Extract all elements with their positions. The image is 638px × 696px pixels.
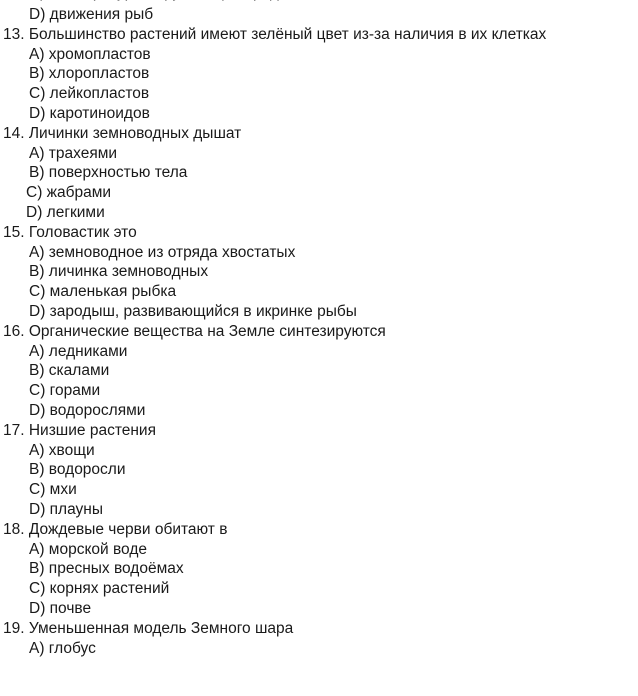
question-text: 15. Головастик это [3,223,137,241]
answer-option: D) почве [29,599,92,617]
question-list [0,5,638,658]
answer-option: D) плауны [29,500,103,518]
question-text: 14. Личинки земноводных дышат [3,124,242,142]
answer-option: D) движения рыб [29,6,154,23]
answer-option: D) каротиноидов [29,104,150,122]
answer-option: В) скалами [29,362,110,380]
answer-option: А) морской воде [29,540,147,558]
answer-option: В) личинка земноводных [29,263,209,281]
answer-option: А) ледниками [29,342,128,360]
answer-option: А) земноводное из отряда хвостатых [29,243,296,261]
answer-option: С) маленькая рыбка [29,283,177,301]
answer-option: В) хлоропластов [29,65,150,83]
answer-option: С) лейкопластов [29,85,150,103]
question-text: 19. Уменьшенная модель Земного шара [3,619,294,637]
answer-option: А) хромопластов [29,45,151,63]
answer-option: D) водорослями [29,401,146,419]
question-text: 18. Дождевые черви обитают в [3,520,228,538]
answer-option: А) глобус [29,639,96,657]
answer-option: В) водоросли [29,461,126,479]
answer-option: С) горами [29,382,101,400]
answer-option: D) зародыш, развивающийся в икринке рыбы [29,302,357,320]
question-text: 16. Органические вещества на Земле синтезируются [3,322,386,340]
answer-option: D) легкими [26,203,105,221]
answer-option: С) корнях растений [29,580,170,598]
answer-option: С) жабрами [26,184,112,202]
answer-option: В) пресных водоёмах [29,560,184,578]
answer-option: С) мхи [29,481,77,499]
answer-option: А) трахеями [29,144,118,162]
question-text: 13. Большинство растений имеют зелёный цвет из-за наличия в их клетках [3,25,547,43]
answer-option: А) хвощи [29,441,95,459]
question-text: 17. Низшие растения [3,421,156,439]
answer-option: В) поверхностью тела [29,164,188,182]
